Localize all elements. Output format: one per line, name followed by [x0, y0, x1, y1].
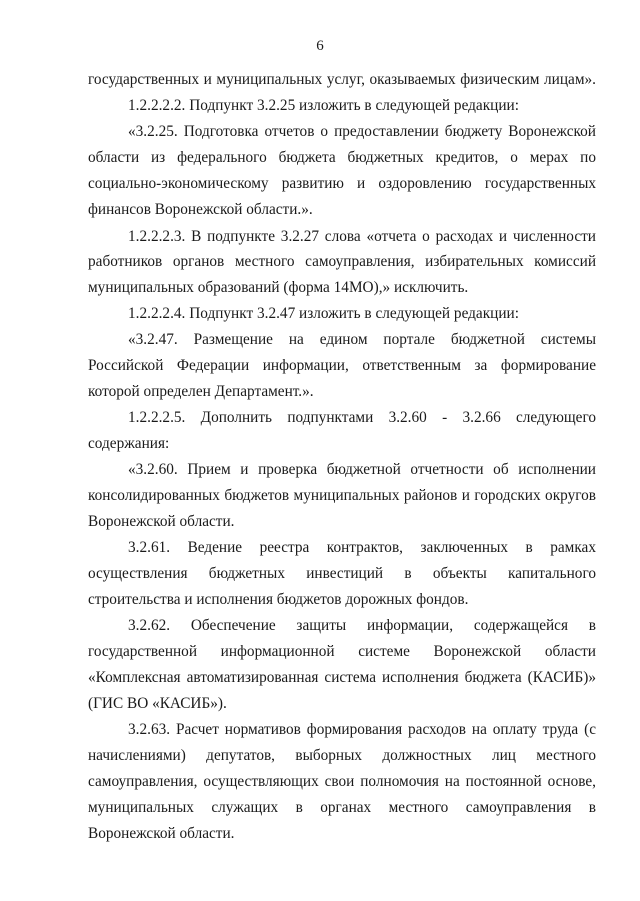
text-line: 3.2.63. Расчет нормативов формирования расходов на оплату труда (с: [128, 721, 596, 738]
text-line: 1.2.2.2.5. Дополнить подпунктами 3.2.60 - 3.2.66 следующего: [128, 409, 596, 426]
text-line: (ГИС ВО «КАСИБ»).: [88, 695, 227, 712]
text-line: самоуправления, осуществляющих свои полномочия на постоянной основе,: [88, 773, 596, 790]
text-line: муниципальных образований (форма 14МО),» исключить.: [88, 279, 469, 296]
text-line: финансов Воронежской области.».: [88, 201, 313, 218]
text-line: «Комплексная автоматизированная система исполнения бюджета (КАСИБ)»: [88, 669, 596, 686]
text-line: «3.2.25. Подготовка отчетов о предоставлении бюджету Воронежской: [128, 123, 596, 140]
text-line: 1.2.2.2.3. В подпункте 3.2.27 слова «отчета о расходах и численности: [128, 228, 596, 245]
text-line: содержания:: [88, 435, 170, 452]
text-line: государственных и муниципальных услуг, оказываемых физическим лицам».: [88, 71, 596, 88]
text-line: консолидированных бюджетов муниципальных районов и городских округов: [88, 487, 596, 504]
text-line: работников органов местного самоуправления, избирательных комиссий: [88, 253, 596, 270]
text-line: «3.2.47. Размещение на едином портале бюджетной системы: [128, 331, 596, 348]
page-number: 6: [316, 38, 324, 54]
text-line: которой определен Департамент.».: [88, 383, 314, 400]
text-line: 1.2.2.2.4. Подпункт 3.2.47 изложить в следующей редакции:: [128, 305, 519, 322]
text-line: строительства и исполнения бюджетов дорожных фондов.: [88, 591, 469, 608]
text-line: Воронежской области.: [88, 825, 235, 842]
text-line: социально-экономическому развитию и оздоровлению государственных: [88, 175, 596, 192]
text-line: государственной информационной системе Воронежской области: [88, 643, 596, 660]
text-line: 1.2.2.2.2. Подпункт 3.2.25 изложить в следующей редакции:: [128, 97, 519, 114]
text-line: Воронежской области.: [88, 513, 235, 530]
text-line: осуществления бюджетных инвестиций в объекты капитального: [88, 565, 596, 582]
text-line: «3.2.60. Прием и проверка бюджетной отчетности об исполнении: [128, 461, 596, 478]
text-line: области из федерального бюджета бюджетных кредитов, о мерах по: [88, 149, 596, 166]
text-line: муниципальных служащих в органах местного самоуправления в: [88, 799, 596, 816]
text-line: 3.2.61. Ведение реестра контрактов, заключенных в рамках: [128, 539, 596, 556]
text-line: 3.2.62. Обеспечение защиты информации, содержащейся в: [128, 617, 596, 634]
text-line: Российской Федерации информации, ответственным за формирование: [88, 357, 596, 374]
text-line: начислениями) депутатов, выборных должностных лиц местного: [88, 747, 596, 764]
